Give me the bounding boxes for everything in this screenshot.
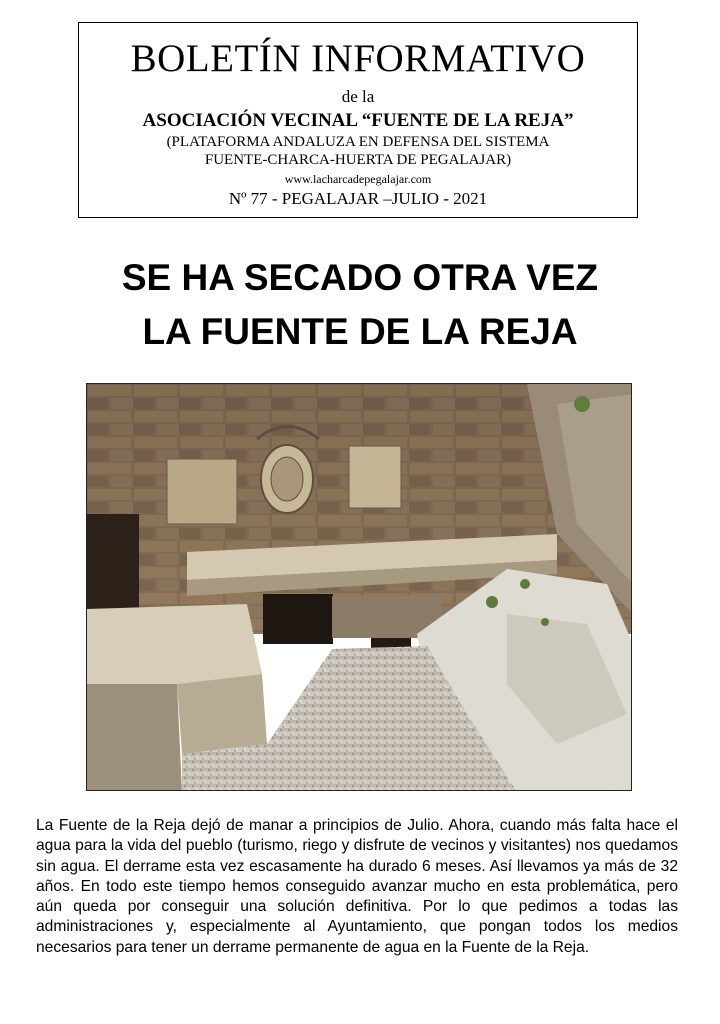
platform-line-2: FUENTE-CHARCA-HUERTA DE PEGALAJAR) (204, 152, 512, 168)
headline-line-2: LA FUENTE DE LA REJA (142, 311, 578, 352)
masthead-box (78, 22, 638, 218)
fountain-photo (86, 383, 632, 791)
website-url: www.lacharcadepegalajar.com (284, 172, 432, 186)
association-name: ASOCIACIÓN VECINAL “FUENTE DE LA REJA” (142, 110, 574, 131)
bulletin-title: BOLETÍN INFORMATIVO (130, 37, 586, 80)
article-body: La Fuente de la Reja dejó de manar a principios de Julio. Ahora, cuando más falta hace el agua para la vida del pueblo (turismo, riego y disfrute de vecinos y visitantes) nos quedamos sin agua. El derrame esta vez escasamente ha durado 6 meses. Así llevamos ya más de 32 años. En todo este tiempo hemos conseguido avanzar mucho en esta problemática, pero aún queda por conseguir una solución definitiva. Por lo que pedimos a todas las administraciones y, especialmente al Ayuntamiento, que pongan todos los medios necesarios para tener un derrame permanente de agua en la Fuente de la Reja. (36, 817, 678, 956)
issue-info: Nº 77 - PEGALAJAR –JULIO - 2021 (228, 189, 488, 208)
platform-line-1: (PLATAFORMA ANDALUZA EN DEFENSA DEL SISTEMA (166, 134, 550, 150)
headline-line-1: SE HA SECADO OTRA VEZ (121, 257, 599, 298)
de-la-text: de la (341, 87, 375, 106)
